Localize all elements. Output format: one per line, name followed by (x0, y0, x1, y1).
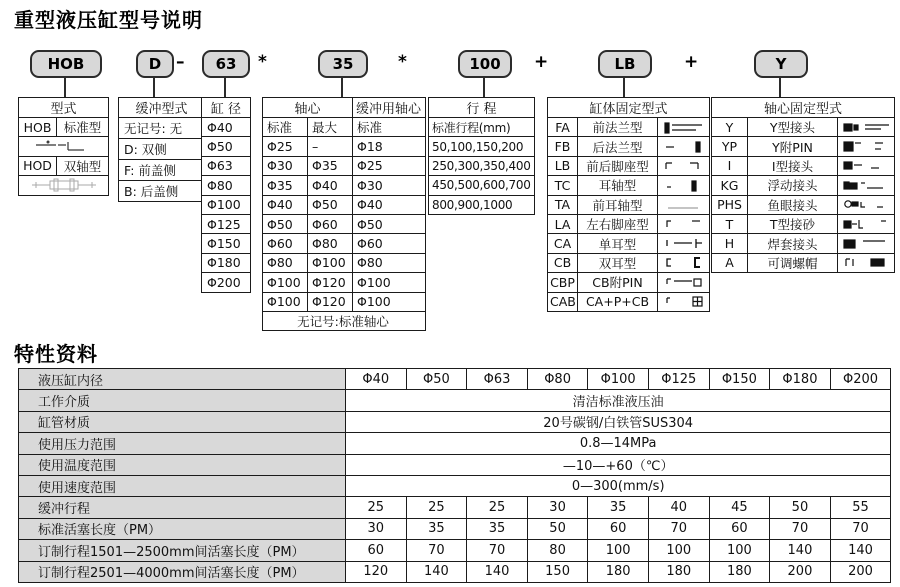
spec-value-cell: 40 (648, 497, 709, 518)
body-mount-icon-cell (658, 156, 710, 175)
body-mount-code-cell: TC (548, 176, 578, 195)
rod-mount-icon-cell (838, 214, 895, 233)
connector-line (779, 77, 781, 97)
type-drawing-cell (19, 176, 109, 195)
rod-cell: Φ30 (263, 156, 308, 175)
body-mount-name-cell: CB附PIN (578, 273, 658, 292)
rod-subheader-cell: 标准 (263, 118, 308, 137)
floating-joint-icon (841, 178, 891, 193)
body-mount-name-cell: 前法兰型 (578, 118, 658, 137)
rod-subheader-cell: 标准 (353, 118, 426, 137)
spec-value-cell: Φ50 (406, 369, 467, 390)
spec-row-merged-value: —10—+60（℃） (346, 454, 891, 475)
rod-footer-cell: 无记号:标准轴心 (263, 311, 426, 330)
rod-cell: Φ60 (308, 214, 353, 233)
rod-mount-name-cell: Y附PIN (748, 137, 838, 156)
rod-cell: Φ50 (263, 214, 308, 233)
bore-cell: Φ80 (202, 176, 251, 195)
spec-row-merged-value: 20号碳钢/白铁管SUS304 (346, 411, 891, 432)
rod-mount-icon-cell (838, 253, 895, 272)
spec-value-cell: 25 (406, 497, 467, 518)
spec-value-cell: Φ200 (830, 369, 891, 390)
rod-mount-code-cell: I (712, 156, 748, 175)
spec-value-cell: Φ125 (648, 369, 709, 390)
body-mount-name-cell: 耳轴型 (578, 176, 658, 195)
spec-value-cell: 45 (709, 497, 770, 518)
spec-value-cell: 200 (830, 561, 891, 582)
front-trunnion-icon (662, 197, 706, 212)
rod-cell: Φ60 (263, 234, 308, 253)
spec-value-cell: 200 (770, 561, 831, 582)
body-mount-icon-cell (658, 195, 710, 214)
model-code-box-35: 35 (318, 50, 368, 78)
spec-value-cell: 180 (648, 561, 709, 582)
rod-mount-name-cell: I型接头 (748, 156, 838, 175)
bore-cell: Φ63 (202, 156, 251, 175)
body-mount-icon-cell (658, 176, 710, 195)
spec-value-cell: 150 (527, 561, 588, 582)
rod-cell: Φ80 (308, 234, 353, 253)
spec-value-cell: Φ100 (588, 369, 649, 390)
rod-cell: Φ18 (353, 137, 426, 156)
spec-row-label: 使用压力范围 (19, 433, 346, 454)
body-mount-code-cell: TA (548, 195, 578, 214)
spec-row-merged-value: 清洁标准液压油 (346, 390, 891, 411)
bore-table-header: 缸 径 (202, 98, 251, 118)
spec-value-cell: 35 (588, 497, 649, 518)
rod-mount-table (711, 97, 895, 273)
rod-cell: Φ50 (308, 195, 353, 214)
rod-cell: Φ40 (353, 195, 426, 214)
clevis-pin-icon (662, 275, 706, 290)
bore-cell: Φ50 (202, 137, 251, 156)
type-drawing-cell (19, 137, 109, 156)
spec-value-cell: Φ40 (346, 369, 407, 390)
spec-table (18, 368, 891, 583)
page-title: 重型液压缸型号说明 (14, 8, 203, 32)
spec-value-cell: 25 (467, 497, 528, 518)
bore-cell: Φ150 (202, 234, 251, 253)
spec-value-cell: Φ180 (770, 369, 831, 390)
body-mount-name-cell: 双耳型 (578, 253, 658, 272)
rod-mount-code-cell: T (712, 214, 748, 233)
spec-row-label: 订制行程2501—4000mm间活塞长度（PM） (19, 561, 346, 582)
spec-value-cell: 100 (709, 540, 770, 561)
spec-row (19, 433, 891, 454)
model-code-separator: + (534, 52, 549, 72)
spec-value-cell: 180 (709, 561, 770, 582)
double-rod-cylinder-sketch (24, 177, 104, 193)
single-rod-cylinder-sketch (24, 139, 104, 155)
model-code-box-hob: HOB (30, 50, 102, 78)
rod-cell: Φ120 (308, 273, 353, 292)
type-table-header: 型式 (19, 98, 109, 118)
type-name-cell: 标准型 (57, 118, 109, 137)
spec-value-cell: 60 (709, 518, 770, 539)
spec-value-cell: 60 (346, 540, 407, 561)
rod-mount-name-cell: 焊套接头 (748, 234, 838, 253)
stroke-range-cell: 800,900,1000 (429, 195, 535, 214)
type-code-cell: HOB (19, 118, 57, 137)
spec-row (19, 497, 891, 518)
double-clevis-icon (662, 255, 706, 270)
spec-value-cell: 60 (588, 518, 649, 539)
body-mount-code-cell: CA (548, 234, 578, 253)
rod-mount-icon-cell (838, 176, 895, 195)
front-flange-icon (662, 120, 706, 135)
body-mount-icon-cell (658, 214, 710, 233)
rod-cell: Φ80 (263, 253, 308, 272)
rod-cell: Φ25 (263, 137, 308, 156)
spec-value-cell: 70 (406, 540, 467, 561)
t-joint-icon (841, 217, 891, 232)
rod-mount-name-cell: Y型接头 (748, 118, 838, 137)
rod-cell: Φ35 (308, 156, 353, 175)
body-mount-code-cell: LB (548, 156, 578, 175)
body-mount-code-cell: LA (548, 214, 578, 233)
body-mount-icon-cell (658, 253, 710, 272)
type-table (18, 97, 109, 196)
spec-value-cell: 30 (527, 497, 588, 518)
spec-value-cell: 35 (467, 518, 528, 539)
rod-mount-code-cell: PHS (712, 195, 748, 214)
spec-row-label: 工作介质 (19, 390, 346, 411)
rod-cell: Φ100 (263, 292, 308, 311)
spec-row-label: 缓冲行程 (19, 497, 346, 518)
spec-value-cell: Φ63 (467, 369, 528, 390)
rod-cell: Φ40 (263, 195, 308, 214)
body-mount-icon-cell (658, 273, 710, 292)
body-mount-code-cell: CAB (548, 292, 578, 311)
spec-value-cell: 120 (346, 561, 407, 582)
rod-mount-code-cell: H (712, 234, 748, 253)
spec-row (19, 540, 891, 561)
fisheye-joint-icon (841, 197, 891, 212)
rod-mount-code-cell: Y (712, 118, 748, 137)
connector-line (153, 77, 155, 97)
rod-mount-name-cell: 浮动接头 (748, 176, 838, 195)
bore-cell: Φ180 (202, 253, 251, 272)
bore-cell: Φ200 (202, 273, 251, 292)
model-code-box-y: Y (754, 50, 808, 78)
type-name-cell: 双轴型 (57, 156, 109, 175)
spec-row (19, 390, 891, 411)
rod-mount-icon-cell (838, 156, 895, 175)
spec-row (19, 454, 891, 475)
connector-line (64, 77, 66, 97)
rod-table-header: 轴心 (263, 98, 353, 118)
cushion-option-cell: 无记号: 无 (119, 118, 205, 139)
spec-value-cell: 50 (527, 518, 588, 539)
rod-cell: Φ60 (353, 234, 426, 253)
spec-value-cell: 140 (467, 561, 528, 582)
body-mount-name-cell: 左右脚座型 (578, 214, 658, 233)
bore-table (201, 97, 251, 293)
bore-cell: Φ100 (202, 195, 251, 214)
connector-line (224, 77, 226, 97)
spec-value-cell: 100 (588, 540, 649, 561)
y-joint-icon (841, 120, 891, 135)
rod-cell: Φ35 (263, 176, 308, 195)
section-title-specs: 特性资料 (14, 342, 98, 366)
rear-flange-icon (662, 139, 706, 154)
spec-value-cell: 140 (770, 540, 831, 561)
spec-row (19, 475, 891, 496)
rod-mount-icon-cell (838, 137, 895, 156)
spec-value-cell: 140 (830, 540, 891, 561)
body-mount-icon-cell (658, 234, 710, 253)
spec-value-cell: 180 (588, 561, 649, 582)
rod-cell: Φ80 (353, 253, 426, 272)
rod-cell: Φ30 (353, 176, 426, 195)
rod-cell: Φ100 (353, 273, 426, 292)
clevis-combo-icon (662, 294, 706, 309)
i-joint-icon (841, 158, 891, 173)
stroke-table-header: 行 程 (429, 98, 535, 118)
rod-cell: Φ25 (353, 156, 426, 175)
model-code-separator: * (398, 52, 407, 72)
spec-value-cell: 55 (830, 497, 891, 518)
rod-mount-icon-cell (838, 118, 895, 137)
model-code-box-100: 100 (458, 50, 512, 78)
spec-row (19, 561, 891, 582)
body-mount-code-cell: CB (548, 253, 578, 272)
rod-mount-name-cell: 可调螺帽 (748, 253, 838, 272)
y-pin-joint-icon (841, 139, 891, 154)
body-mount-icon-cell (658, 118, 710, 137)
connector-line (483, 77, 485, 97)
model-code-box-lb: LB (598, 50, 652, 78)
cushion-option-cell: D: 双侧 (119, 139, 205, 160)
spec-value-cell: 100 (648, 540, 709, 561)
cushion-table (118, 97, 205, 202)
side-foot-icon (662, 217, 706, 232)
stroke-range-cell: 450,500,600,700 (429, 176, 535, 195)
body-mount-icon-cell (658, 292, 710, 311)
body-mount-code-cell: CBP (548, 273, 578, 292)
rod-mount-header: 轴心固定型式 (712, 98, 895, 118)
body-mount-table (547, 97, 710, 312)
body-mount-name-cell: 前后脚座型 (578, 156, 658, 175)
rod-subheader-cell: 最大 (308, 118, 353, 137)
spec-row-label: 标准活塞长度（PM） (19, 518, 346, 539)
body-mount-name-cell: CA+P+CB (578, 292, 658, 311)
model-code-separator: + (684, 52, 699, 72)
stroke-range-cell: 250,300,350,400 (429, 156, 535, 175)
rod-mount-icon-cell (838, 195, 895, 214)
spec-row-label: 订制行程1501—2500mm间活塞长度（PM） (19, 540, 346, 561)
rod-cell: – (308, 137, 353, 156)
spec-value-cell: 50 (770, 497, 831, 518)
spec-value-cell: 70 (467, 540, 528, 561)
rod-cell: Φ50 (353, 214, 426, 233)
spec-value-cell: 140 (406, 561, 467, 582)
spec-value-cell: 25 (346, 497, 407, 518)
connector-line (623, 77, 625, 97)
weld-sleeve-icon (841, 236, 891, 251)
stroke-subheader-cell: 标准行程(mm) (429, 118, 535, 137)
body-mount-name-cell: 前耳轴型 (578, 195, 658, 214)
rod-mount-code-cell: A (712, 253, 748, 272)
body-mount-code-cell: FA (548, 118, 578, 137)
cushion-rod-header: 缓冲用轴心 (353, 98, 426, 118)
spec-row-label: 液压缸内径 (19, 369, 346, 390)
rod-mount-name-cell: 鱼眼接头 (748, 195, 838, 214)
bore-cell: Φ125 (202, 214, 251, 233)
spec-value-cell: Φ150 (709, 369, 770, 390)
spec-row-label: 缸管材质 (19, 411, 346, 432)
stroke-table (428, 97, 535, 215)
body-mount-icon-cell (658, 137, 710, 156)
spec-value-cell: 30 (346, 518, 407, 539)
rod-table (262, 97, 426, 331)
spec-row-label: 使用温度范围 (19, 454, 346, 475)
spec-row (19, 369, 891, 390)
spec-row-merged-value: 0.8—14MPa (346, 433, 891, 454)
adjustable-nut-icon (841, 255, 891, 270)
rod-cell: Φ100 (353, 292, 426, 311)
body-mount-name-cell: 单耳型 (578, 234, 658, 253)
model-code-separator: – (176, 52, 185, 72)
rod-cell: Φ120 (308, 292, 353, 311)
rod-mount-code-cell: YP (712, 137, 748, 156)
foot-mount-icon (662, 158, 706, 173)
spec-value-cell: 70 (770, 518, 831, 539)
single-clevis-icon (662, 236, 706, 251)
spec-row (19, 518, 891, 539)
bore-cell: Φ40 (202, 118, 251, 137)
spec-value-cell: 70 (830, 518, 891, 539)
cushion-option-cell: F: 前盖侧 (119, 160, 205, 181)
rod-mount-code-cell: KG (712, 176, 748, 195)
spec-value-cell: 35 (406, 518, 467, 539)
spec-row (19, 411, 891, 432)
rod-cell: Φ100 (263, 273, 308, 292)
spec-value-cell: Φ80 (527, 369, 588, 390)
spec-row-label: 使用速度范围 (19, 475, 346, 496)
body-mount-header: 缸体固定型式 (548, 98, 710, 118)
trunnion-icon (662, 178, 706, 193)
body-mount-code-cell: FB (548, 137, 578, 156)
rod-mount-name-cell: T型接砂 (748, 214, 838, 233)
spec-value-cell: 70 (648, 518, 709, 539)
model-code-box-63: 63 (202, 50, 250, 78)
stroke-range-cell: 50,100,150,200 (429, 137, 535, 156)
body-mount-name-cell: 后法兰型 (578, 137, 658, 156)
spec-value-cell: 80 (527, 540, 588, 561)
rod-mount-icon-cell (838, 234, 895, 253)
cushion-option-cell: B: 后盖侧 (119, 181, 205, 202)
type-code-cell: HOD (19, 156, 57, 175)
cushion-table-header: 缓冲型式 (119, 98, 205, 118)
model-code-box-d: D (136, 50, 174, 78)
connector-line (341, 77, 343, 97)
rod-cell: Φ40 (308, 176, 353, 195)
spec-row-merged-value: 0—300(mm/s) (346, 475, 891, 496)
rod-cell: Φ100 (308, 253, 353, 272)
model-code-separator: * (258, 52, 267, 72)
